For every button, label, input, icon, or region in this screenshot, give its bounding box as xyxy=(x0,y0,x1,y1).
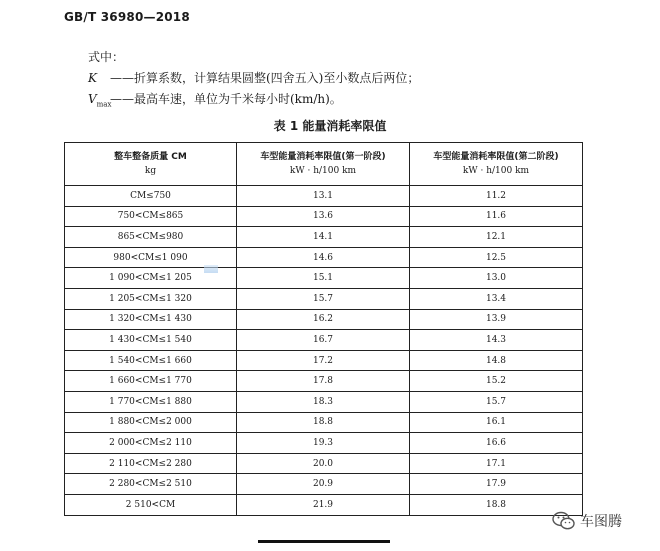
cell-stage-one: 14.6 xyxy=(237,247,410,268)
cell-stage-two: 17.1 xyxy=(410,453,583,474)
formula-intro: 式中： xyxy=(88,50,125,64)
cell-stage-one: 21.9 xyxy=(237,494,410,515)
cell-stage-two: 13.0 xyxy=(410,268,583,289)
cell-stage-two: 17.9 xyxy=(410,474,583,495)
cell-mass-range: 2 110<CM≤2 280 xyxy=(65,453,237,474)
cell-mass-range: 1 880<CM≤2 000 xyxy=(65,412,237,433)
formula-definitions xyxy=(88,47,419,115)
table-row xyxy=(65,474,583,495)
cell-stage-one: 17.8 xyxy=(237,371,410,392)
cell-mass-range: 1 660<CM≤1 770 xyxy=(65,371,237,392)
header-mass: 整车整备质量 CM kg xyxy=(65,143,237,186)
cell-stage-one: 18.3 xyxy=(237,391,410,412)
table-row xyxy=(65,494,583,515)
table-row xyxy=(65,350,583,371)
cell-stage-one: 20.9 xyxy=(237,474,410,495)
cell-stage-two: 14.3 xyxy=(410,330,583,351)
table-row xyxy=(65,206,583,227)
table-row xyxy=(65,227,583,248)
formula-v-line xyxy=(88,89,419,115)
formula-k-line xyxy=(88,68,419,89)
v-subscript: max xyxy=(96,100,112,109)
cell-mass-range: 1 090<CM≤1 205 xyxy=(65,268,237,289)
cell-mass-range: CM≤750 xyxy=(65,186,237,207)
bottom-bar xyxy=(258,540,390,543)
table-row xyxy=(65,433,583,454)
cell-mass-range: 1 770<CM≤1 880 xyxy=(65,391,237,412)
cell-stage-one: 13.1 xyxy=(237,186,410,207)
cell-mass-range: 980<CM≤1 090 xyxy=(65,247,237,268)
header-stage-one: 车型能量消耗率限值(第一阶段) kW · h/100 km xyxy=(237,143,410,186)
cell-stage-one: 18.8 xyxy=(237,412,410,433)
cell-stage-two: 12.5 xyxy=(410,247,583,268)
table-row xyxy=(65,371,583,392)
header-stage-two: 车型能量消耗率限值(第二阶段) kW · h/100 km xyxy=(410,143,583,186)
cell-stage-two: 14.8 xyxy=(410,350,583,371)
cell-mass-range: 865<CM≤980 xyxy=(65,227,237,248)
cell-stage-two: 16.6 xyxy=(410,433,583,454)
table-row xyxy=(65,453,583,474)
cell-stage-two: 13.4 xyxy=(410,288,583,309)
cell-stage-one: 13.6 xyxy=(237,206,410,227)
cell-stage-two: 18.8 xyxy=(410,494,583,515)
table-caption: 表 1 能量消耗率限值 xyxy=(273,119,387,133)
standard-code: GB/T 36980—2018 xyxy=(64,10,190,24)
v-description: ——最高车速，单位为千米每小时(km/h)。 xyxy=(110,92,342,106)
cell-stage-one: 17.2 xyxy=(237,350,410,371)
cell-stage-one: 16.2 xyxy=(237,309,410,330)
k-description: ——折算系数，计算结果圆整(四舍五入)至小数点后两位； xyxy=(110,71,420,85)
table-row xyxy=(65,309,583,330)
energy-consumption-table xyxy=(64,142,583,516)
cell-stage-two: 16.1 xyxy=(410,412,583,433)
watermark xyxy=(552,511,622,531)
watermark-text: 车图腾 xyxy=(580,514,622,530)
cell-mass-range: 1 540<CM≤1 660 xyxy=(65,350,237,371)
cell-stage-one: 15.7 xyxy=(237,288,410,309)
cell-stage-two: 11.2 xyxy=(410,186,583,207)
scan-artifact xyxy=(204,265,218,273)
cell-stage-two: 15.7 xyxy=(410,391,583,412)
wechat-icon xyxy=(552,511,576,531)
cell-stage-two: 13.9 xyxy=(410,309,583,330)
table-row xyxy=(65,330,583,351)
cell-stage-one: 15.1 xyxy=(237,268,410,289)
cell-stage-one: 20.0 xyxy=(237,453,410,474)
cell-stage-one: 14.1 xyxy=(237,227,410,248)
cell-stage-two: 15.2 xyxy=(410,371,583,392)
v-symbol: $V_{max}$ xyxy=(88,92,112,109)
table-body xyxy=(65,186,583,516)
cell-stage-two: 11.6 xyxy=(410,206,583,227)
cell-mass-range: 1 430<CM≤1 540 xyxy=(65,330,237,351)
cell-mass-range: 2 000<CM≤2 110 xyxy=(65,433,237,454)
cell-stage-one: 19.3 xyxy=(237,433,410,454)
cell-stage-two: 12.1 xyxy=(410,227,583,248)
table-row xyxy=(65,247,583,268)
cell-mass-range: 2 510<CM xyxy=(65,494,237,515)
cell-mass-range: 1 205<CM≤1 320 xyxy=(65,288,237,309)
table-row xyxy=(65,412,583,433)
table-row xyxy=(65,391,583,412)
cell-mass-range: 1 320<CM≤1 430 xyxy=(65,309,237,330)
cell-mass-range: 750<CM≤865 xyxy=(65,206,237,227)
table-row xyxy=(65,288,583,309)
table-row xyxy=(65,268,583,289)
table-header-row xyxy=(65,143,583,186)
k-symbol: K xyxy=(88,71,97,85)
cell-stage-one: 16.7 xyxy=(237,330,410,351)
cell-mass-range: 2 280<CM≤2 510 xyxy=(65,474,237,495)
table-row xyxy=(65,186,583,207)
